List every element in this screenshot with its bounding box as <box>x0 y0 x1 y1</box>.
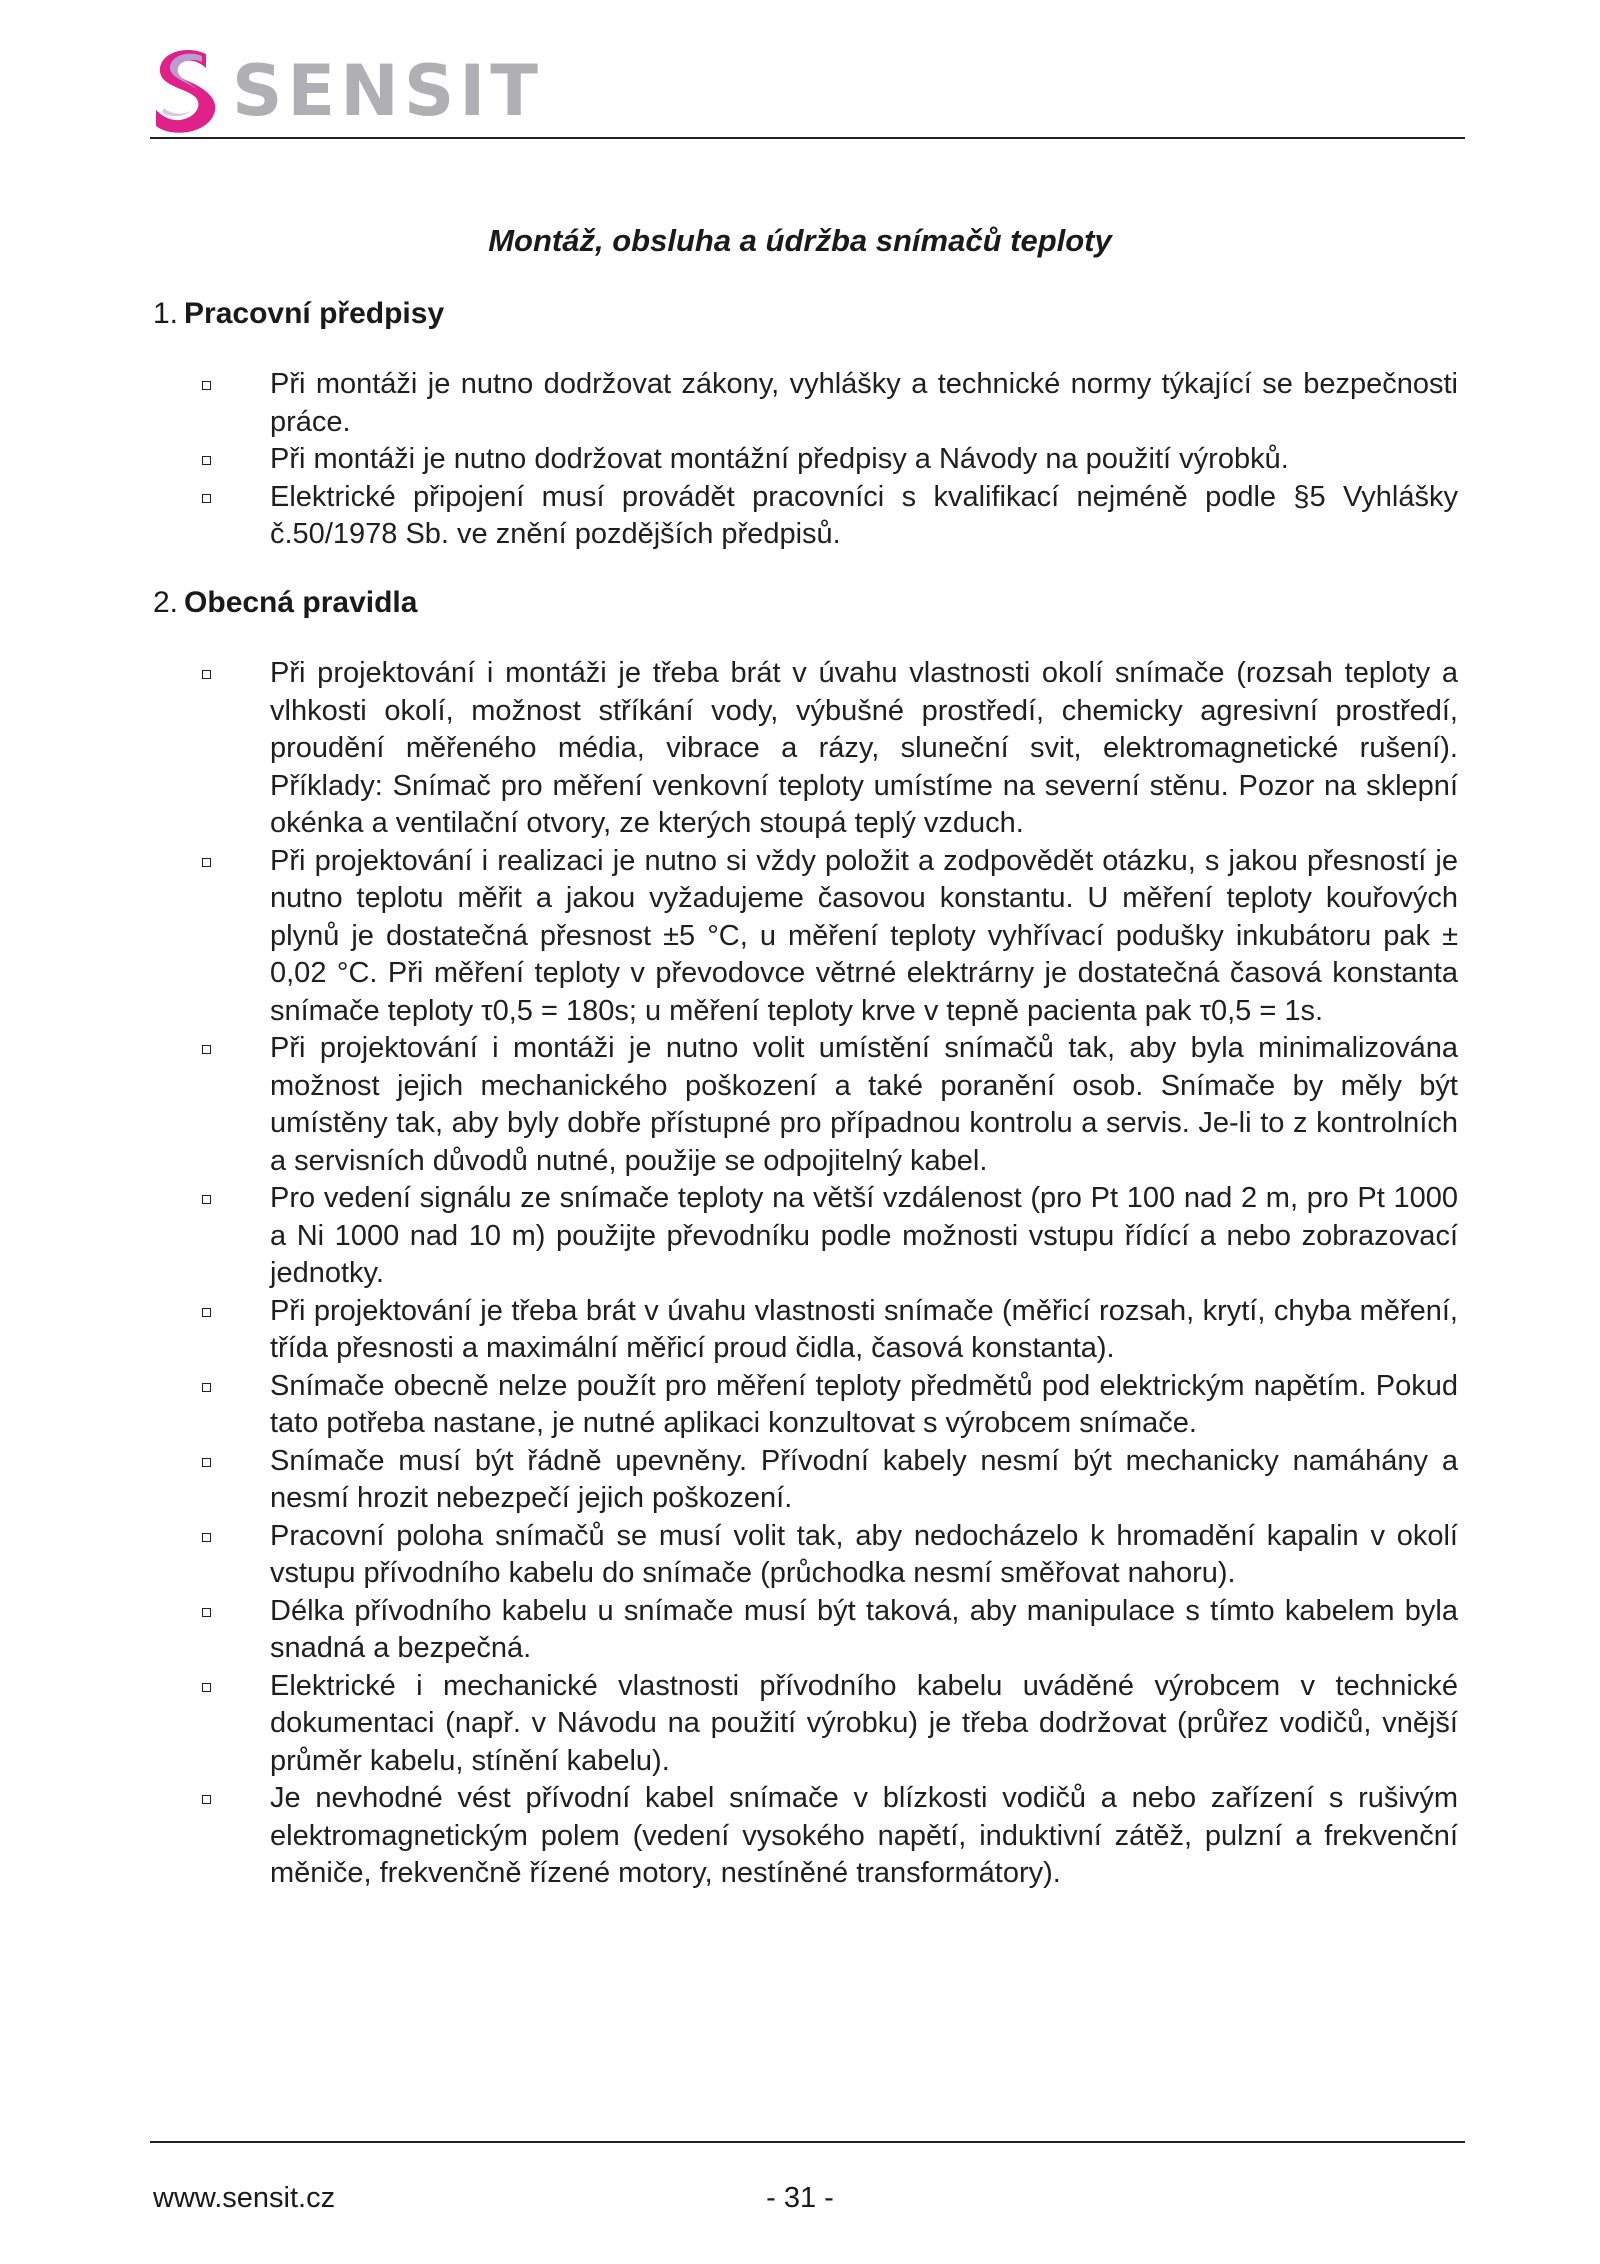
list-item: Při projektování i montáži je nutno volit umístění snímačů tak, aby byla minimalizována možnost jejich mechanického poškození a také poranění osob. Snímače by měly být umístěny tak, aby byly dobře přístupné pro případnou kontrolu a servis. Je-li to z kontrolních a servisních důvodů nutné, použije se odpojitelný kabel. <box>0 1030 1600 1180</box>
checkbox-bullet-icon <box>202 670 211 679</box>
checkbox-bullet-icon <box>202 1533 211 1542</box>
document-title: Montáž, obsluha a údržba snímačů teploty <box>488 223 1112 258</box>
checkbox-bullet-icon <box>202 456 211 465</box>
section-heading-2 <box>153 586 417 620</box>
list-item: Při montáži je nutno dodržovat montážní předpisy a Návody na použití výrobků. <box>0 441 1600 479</box>
checkbox-bullet-icon <box>202 1383 211 1392</box>
list-item: Při projektování i montáži je třeba brát v úvahu vlastnosti okolí snímače (rozsah teploty a vlhkosti okolí, možnost stříkání vody, výbušné prostředí, chemicky agresivní prostředí, proudění měřeného média, vibrace a rázy, sluneční svit, elektromagnetické rušení). Příklady: Snímač pro měření venkovní teploty umístíme na severní stěnu. Pozor na sklepní okénka a ventilační otvory, ze kterých stoupá teplý vzduch. <box>0 655 1600 843</box>
list-item: Elektrické připojení musí provádět pracovníci s kvalifikací nejméně podle §5 Vyhlášky č.50/1978 Sb. ve znění pozdějších předpisů. <box>0 479 1600 554</box>
footer-divider <box>150 2141 1465 2143</box>
list-item: Snímače musí být řádně upevněny. Přívodní kabely nesmí být mechanicky namáhány a nesmí hrozit nebezpečí jejich poškození. <box>0 1443 1600 1518</box>
section-number: 1. <box>153 297 179 330</box>
checkbox-bullet-icon <box>202 381 211 390</box>
section-heading-1 <box>153 297 444 331</box>
section-title: Pracovní předpisy <box>184 297 445 330</box>
list-item: Elektrické i mechanické vlastnosti přívodního kabelu uváděné výrobcem v technické dokumentaci (např. v Návodu na použití výrobku) je třeba dodržovat (průřez vodičů, vnější průměr kabelu, stínění kabelu). <box>0 1668 1600 1781</box>
section-title: Obecná pravidla <box>184 586 418 619</box>
list-item: Délka přívodního kabelu u snímače musí být taková, aby manipulace s tímto kabelem byla snadná a bezpečná. <box>0 1593 1600 1668</box>
section-2-list <box>0 655 1600 1893</box>
list-item: Snímače obecně nelze použít pro měření teploty předmětů pod elektrickým napětím. Pokud tato potřeba nastane, je nutné aplikaci konzultovat s výrobcem snímače. <box>0 1368 1600 1443</box>
page-header <box>150 38 1465 138</box>
brand-logo <box>150 46 543 136</box>
checkbox-bullet-icon <box>202 1308 211 1317</box>
section-number: 2. <box>153 586 179 619</box>
brand-wordmark: SENSIT <box>232 50 544 132</box>
page-number: - 31 - <box>766 2182 834 2214</box>
checkbox-bullet-icon <box>202 1683 211 1692</box>
list-item: Pracovní poloha snímačů se musí volit tak, aby nedocházelo k hromadění kapalin v okolí vstupu přívodního kabelu do snímače (průchodka nesmí směřovat nahoru). <box>0 1518 1600 1593</box>
sensit-s-logo-icon <box>150 46 220 136</box>
footer-url: www.sensit.cz <box>153 2182 336 2214</box>
checkbox-bullet-icon <box>202 858 211 867</box>
list-item: Je nevhodné vést přívodní kabel snímače v blízkosti vodičů a nebo zařízení s rušivým elektromagnetickým polem (vedení vysokého napětí, induktivní zátěž, pulzní a frekvenční měniče, frekvenčně řízené motory, nestíněné transformátory). <box>0 1780 1600 1893</box>
checkbox-bullet-icon <box>202 1608 211 1617</box>
header-divider <box>150 137 1465 139</box>
list-item: Při projektování je třeba brát v úvahu vlastnosti snímače (měřicí rozsah, krytí, chyba měření, třída přesnosti a maximální měřicí proud čidla, časová konstanta). <box>0 1293 1600 1368</box>
list-item: Při montáži je nutno dodržovat zákony, vyhlášky a technické normy týkající se bezpečnosti práce. <box>0 366 1600 441</box>
checkbox-bullet-icon <box>202 1195 211 1204</box>
checkbox-bullet-icon <box>202 1045 211 1054</box>
section-1-list <box>0 366 1600 554</box>
list-item: Pro vedení signálu ze snímače teploty na větší vzdálenost (pro Pt 100 nad 2 m, pro Pt 1000 a Ni 1000 nad 10 m) použijte převodníku podle možnosti vstupu řídící a nebo zobrazovací jednotky. <box>0 1180 1600 1293</box>
checkbox-bullet-icon <box>202 494 211 503</box>
checkbox-bullet-icon <box>202 1458 211 1467</box>
checkbox-bullet-icon <box>202 1795 211 1804</box>
list-item: Při projektování i realizaci je nutno si vždy položit a zodpovědět otázku, s jakou přesností je nutno teplotu měřit a jakou vyžadujeme časovou konstantu. U měření teploty kouřových plynů je dostatečná přesnost ±5 °C, u měření teploty vyhřívací podušky inkubátoru pak ± 0,02 °C. Při měření teploty v převodovce větrné elektrárny je dostatečná časová konstanta snímače teploty τ0,5 = 180s; u měření teploty krve v tepně pacienta pak τ0,5 = 1s. <box>0 843 1600 1031</box>
